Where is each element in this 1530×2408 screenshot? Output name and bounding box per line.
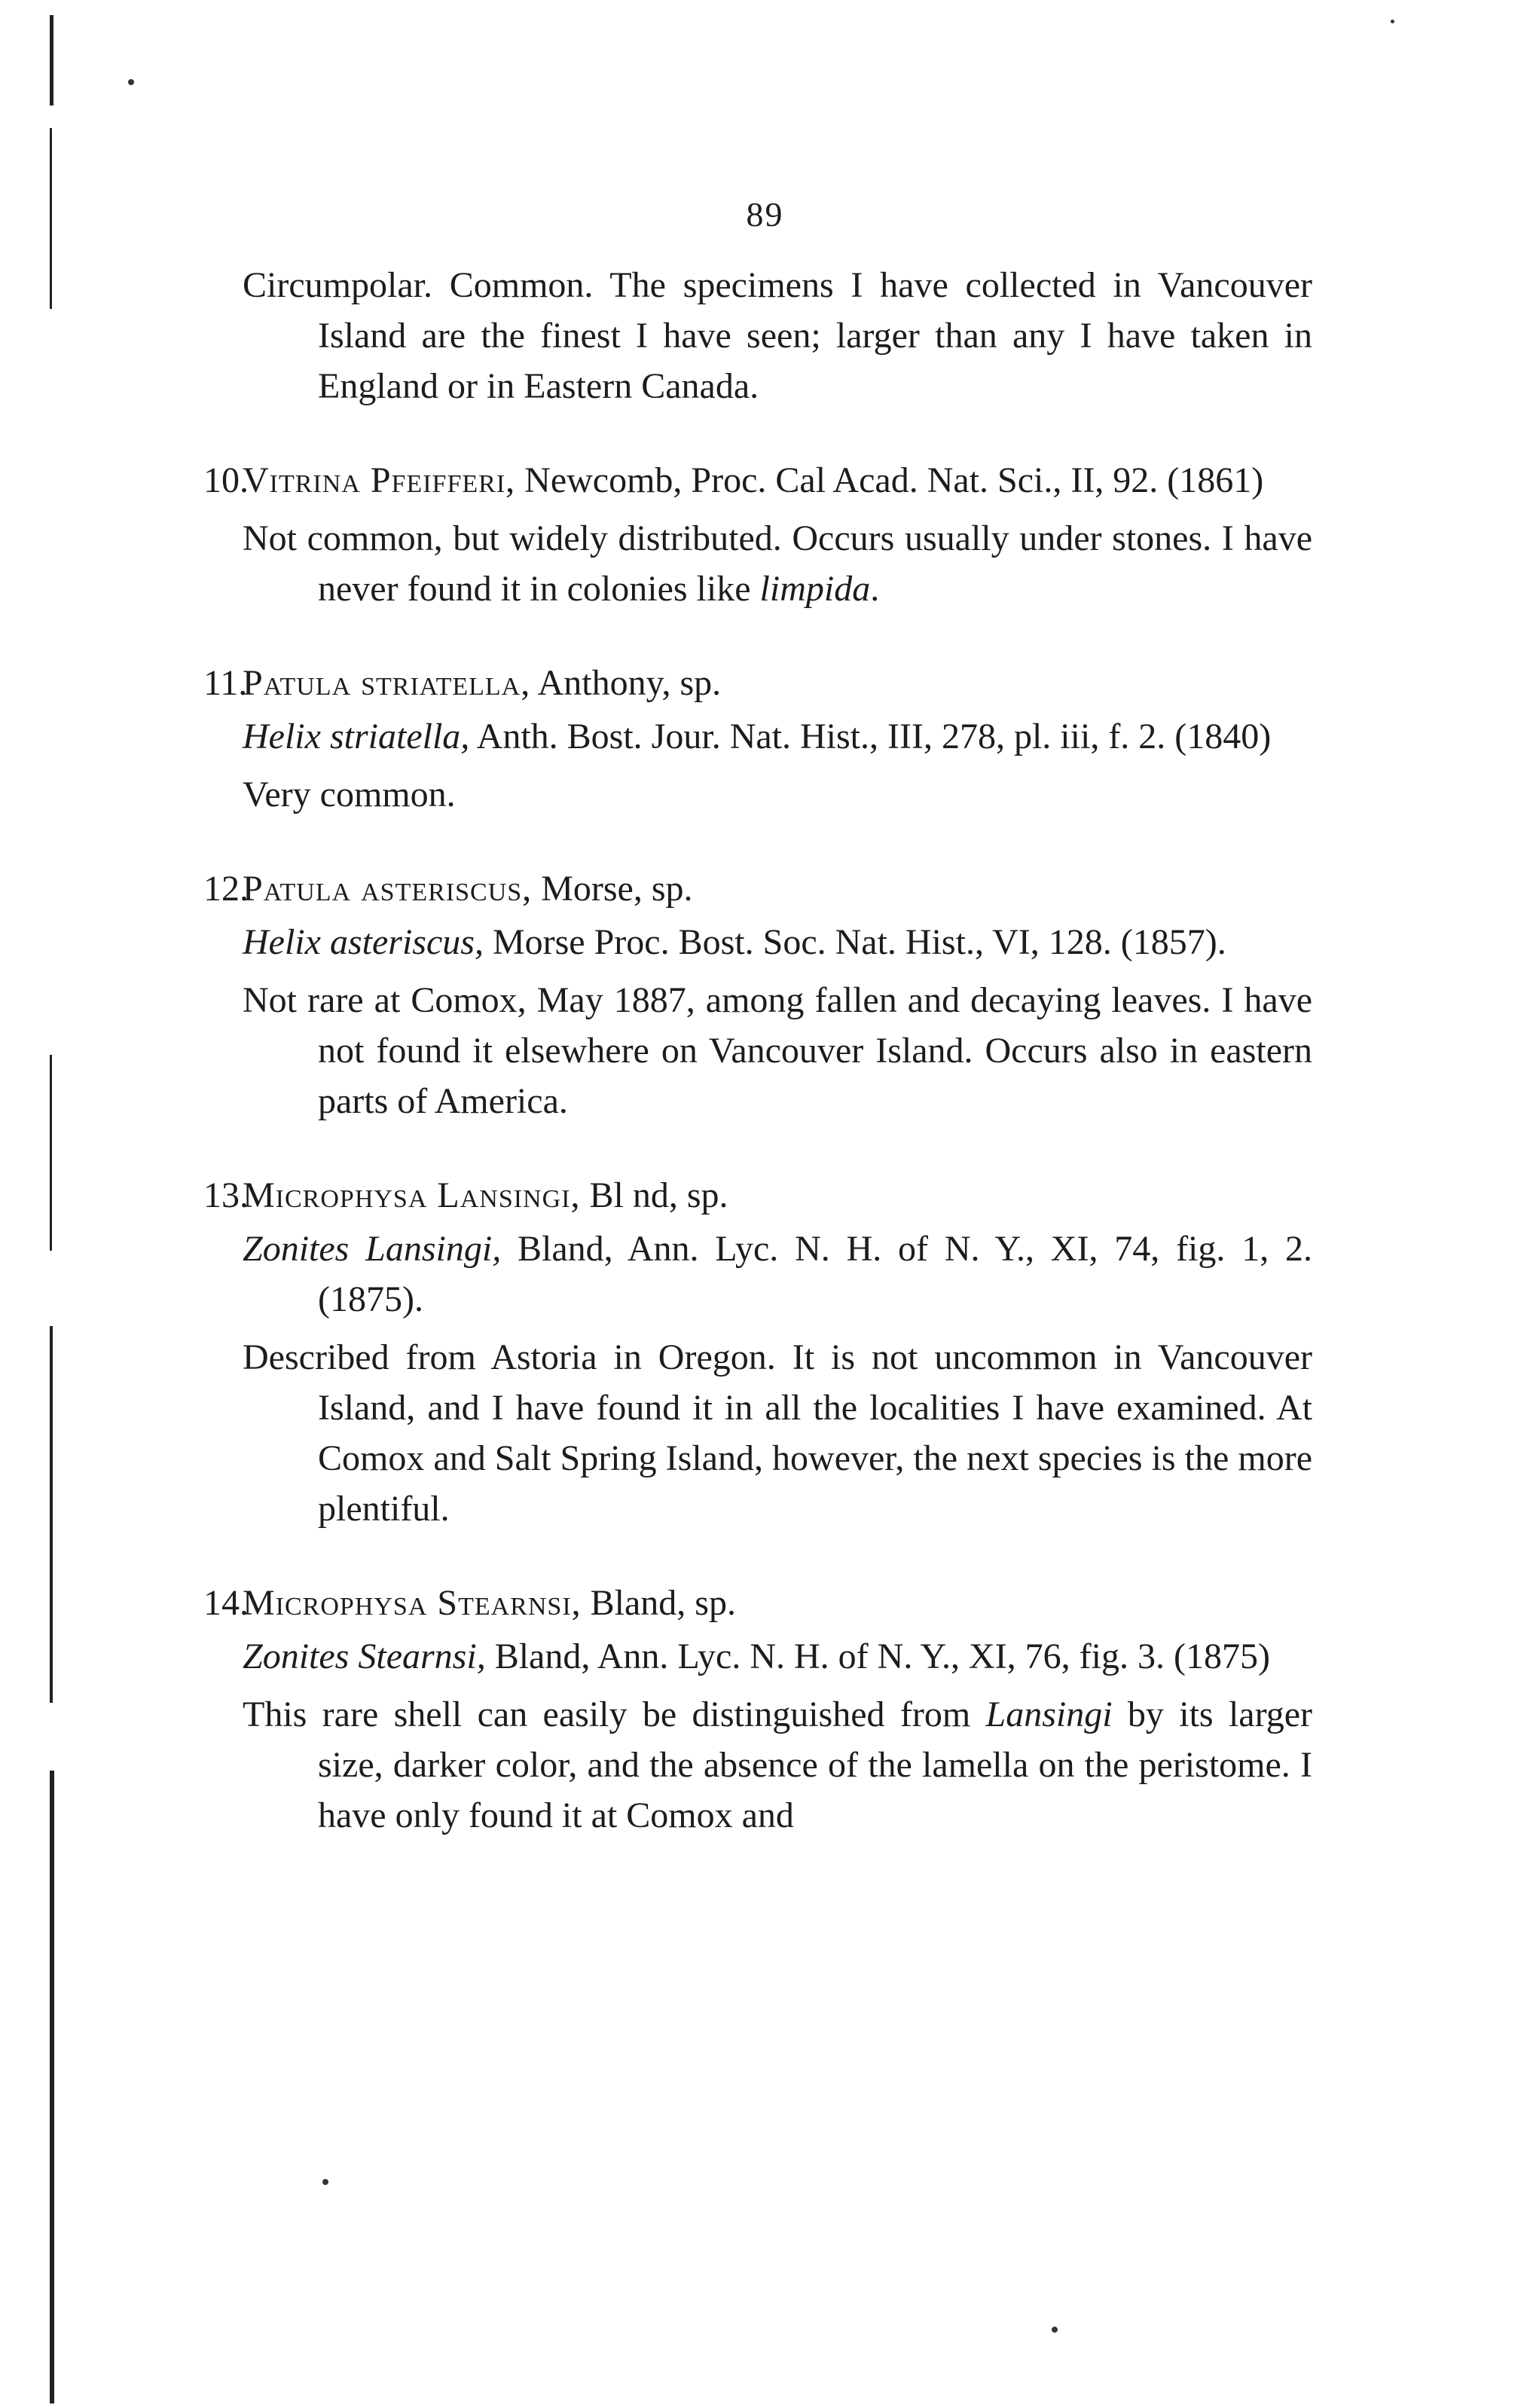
entry-number: 11. [203, 663, 248, 703]
species-entry [203, 1578, 1312, 1841]
entry-note-text: This rare shell can easily be distinguished from [243, 1694, 986, 1734]
entry-note-text: Described from Astoria in Oregon. It is not uncommon in Vancouver Island, and I have found it in all the localities I have examined. At Comox and Salt Spring Island, however, the next species is the more plentiful. [243, 1337, 1312, 1529]
entry-reference [243, 917, 1312, 967]
entry-heading [203, 1170, 1312, 1221]
entry-note-italic: limpida [759, 569, 871, 609]
entry-heading [203, 455, 1312, 506]
entry-note [243, 1332, 1312, 1534]
entry-species-name: Patula striatella, [243, 663, 531, 703]
entry-authority: Bl nd, sp. [580, 1175, 728, 1215]
entry-number: 10. [203, 460, 249, 500]
entry-reference-citation: Bland, Ann. Lyc. N. H. of N. Y., XI, 76, fig. 3. (1875) [485, 1636, 1270, 1676]
entry-number: 12. [203, 869, 249, 909]
entry-note [243, 769, 1312, 820]
entry-reference-citation: Bland, Ann. Lyc. N. H. of N. Y., XI, 74, fig. 1, 2. (1875). [318, 1229, 1312, 1319]
entry-reference [243, 711, 1312, 762]
entry-authority: Morse, sp. [532, 869, 693, 909]
entry-authority: Newcomb, Proc. Cal Acad. Nat. Sci., II, 92. (1861) [515, 460, 1264, 500]
entry-note-text: Not rare at Comox, May 1887, among fallen and decaying leaves. I have not found it elsewhere on Vancouver Island. Occurs also in eastern parts of America. [243, 980, 1312, 1121]
species-entry [203, 455, 1312, 614]
scan-speck [322, 2179, 328, 2185]
entry-heading [203, 658, 1312, 708]
entry-note-italic: Lansingi [985, 1694, 1113, 1734]
entry-heading [203, 863, 1312, 914]
scan-margin-rule [50, 1326, 53, 1703]
entry-note-tail: by its larger size, darker color, and the absence of the lamella on the peristome. I have only found it at Comox and [318, 1694, 1312, 1835]
entry-reference-synonym: Helix striatella, [243, 717, 470, 756]
species-entry [203, 1170, 1312, 1534]
entry-note-tail: . [870, 569, 880, 609]
entry-number: 14. [203, 1583, 249, 1623]
entry-note-text: Very common. [243, 775, 456, 814]
scan-speck [1391, 20, 1394, 23]
entry-authority: Bland, sp. [581, 1583, 736, 1623]
scan-margin-rule [50, 1771, 54, 2403]
entry-reference-citation: Anth. Bost. Jour. Nat. Hist., III, 278, pl. iii, f. 2. (1840) [469, 717, 1272, 756]
intro-paragraph: Circumpolar. Common. The specimens I have collected in Vancouver Island are the finest I have seen; larger than any I have taken in England or in Eastern Canada. [243, 265, 1312, 406]
page-body [203, 260, 1312, 1841]
species-entry [203, 863, 1312, 1126]
entry-reference-synonym: Helix asteriscus, [243, 922, 484, 962]
entry-species-name: Microphysa Stearnsi, [243, 1583, 582, 1623]
page-number: 89 [746, 195, 784, 234]
entry-authority: Anthony, sp. [530, 663, 722, 703]
entry-reference-synonym: Zonites Lansingi, [243, 1229, 502, 1269]
entry-reference [243, 1224, 1312, 1325]
entry-number: 13. [203, 1175, 249, 1215]
scan-margin-rule [50, 15, 53, 105]
scan-speck [1052, 2327, 1058, 2333]
entry-reference-citation: Morse Proc. Bost. Soc. Nat. Hist., VI, 128. (1857). [483, 922, 1226, 962]
scan-margin-rule [50, 1055, 52, 1251]
scan-speck [128, 79, 134, 85]
entry-note [243, 975, 1312, 1126]
entry-reference [243, 1631, 1312, 1682]
entry-note [243, 513, 1312, 614]
entry-species-name: Vitrina Pfeifferi, [243, 460, 516, 500]
species-entry [203, 658, 1312, 820]
entry-species-name: Microphysa Lansingi, [243, 1175, 581, 1215]
entry-note [243, 1689, 1312, 1841]
entry-reference-synonym: Zonites Stearnsi, [243, 1636, 486, 1676]
entry-species-name: Patula asteriscus, [243, 869, 533, 909]
entry-note-text: Not common, but widely distributed. Occurs usually under stones. I have never found it in colonies like [243, 518, 1312, 609]
entry-heading [203, 1578, 1312, 1628]
